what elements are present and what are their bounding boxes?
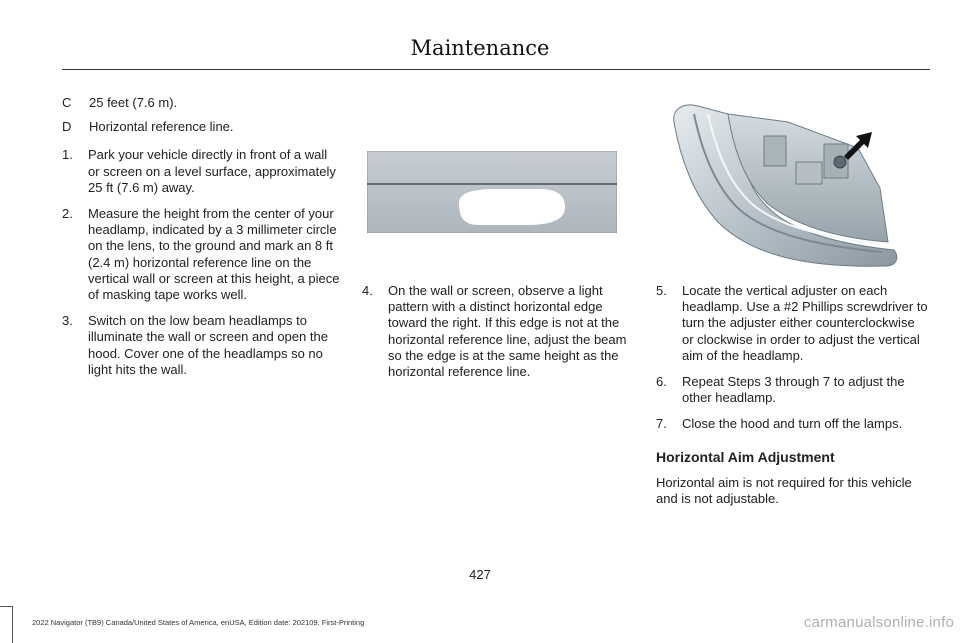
crop-mark — [12, 606, 13, 643]
page-title: Maintenance — [410, 36, 550, 60]
section-heading: Horizontal Aim Adjustment — [656, 448, 835, 465]
page-number: 427 — [469, 567, 491, 582]
headlamp-adjuster-figure — [668, 92, 904, 270]
step-text: On the wall or screen, observe a light pattern with a distinct horizontal edge toward the right. If this edge is not at the horizontal reference line, adjust the beam so the edge is at the same height as the horizontal reference line. — [388, 283, 627, 380]
step-number: 6. — [656, 374, 667, 390]
step-6 — [656, 374, 928, 406]
header-rule — [62, 69, 930, 70]
left-column — [62, 95, 340, 388]
step-number: 3. — [62, 313, 73, 329]
step-text: Close the hood and turn off the lamps. — [682, 416, 903, 432]
legend-item-d — [62, 119, 340, 135]
legend-text: Horizontal reference line. — [89, 119, 234, 135]
vertical-adjuster-screw — [834, 156, 846, 168]
step-5 — [656, 283, 928, 364]
middle-column — [362, 283, 634, 390]
housing-bracket — [796, 162, 822, 184]
step-number: 4. — [362, 283, 373, 298]
step-1 — [62, 147, 340, 196]
step-text: Switch on the low beam headlamps to illuminate the wall or screen and open the hood. Cover one of the headlamps so no light hits the wall. — [88, 313, 328, 377]
step-number: 2. — [62, 206, 73, 222]
right-column — [656, 283, 928, 507]
step-text: Measure the height from the center of your headlamp, indicated by a 3 millimeter circle on the lens, to the ground and mark an 8 ft (2.4 m) horizontal reference line on the vertical wall or screen at this height, a piece of masking tape works well. — [88, 206, 340, 303]
housing-bracket — [764, 136, 786, 166]
step-2 — [62, 206, 340, 303]
step-4 — [362, 283, 634, 380]
watermark: carmanualsonline.info — [803, 614, 954, 631]
step-text: Repeat Steps 3 through 7 to adjust the other headlamp. — [682, 374, 905, 406]
legend-key: C — [62, 95, 72, 110]
legend-text: 25 feet (7.6 m). — [89, 95, 178, 110]
step-number: 1. — [62, 147, 73, 163]
legend-item-c — [62, 95, 340, 111]
crop-mark — [0, 606, 13, 607]
edition-note: 2022 Navigator (TB9) Canada/United States of America, enUSA, Edition date: 202109, First-Printing — [32, 618, 365, 627]
legend-key: D — [62, 119, 72, 135]
wall-light-pattern-figure — [367, 151, 617, 233]
light-beam-pattern — [459, 189, 565, 225]
step-number: 5. — [656, 283, 667, 298]
step-7 — [656, 416, 928, 432]
step-number: 7. — [656, 416, 667, 432]
step-text: Park your vehicle directly in front of a wall or screen on a level surface, approximately 25 ft (7.6 m) away. — [88, 147, 336, 195]
section-body: Horizontal aim is not required for this vehicle and is not adjustable. — [656, 474, 912, 507]
step-text: Locate the vertical adjuster on each headlamp. Use a #2 Phillips screwdriver to turn the adjuster either counterclockwise or clockwise in order to adjust the vertical aim of the headlamp. — [682, 283, 928, 363]
step-3 — [62, 313, 340, 378]
